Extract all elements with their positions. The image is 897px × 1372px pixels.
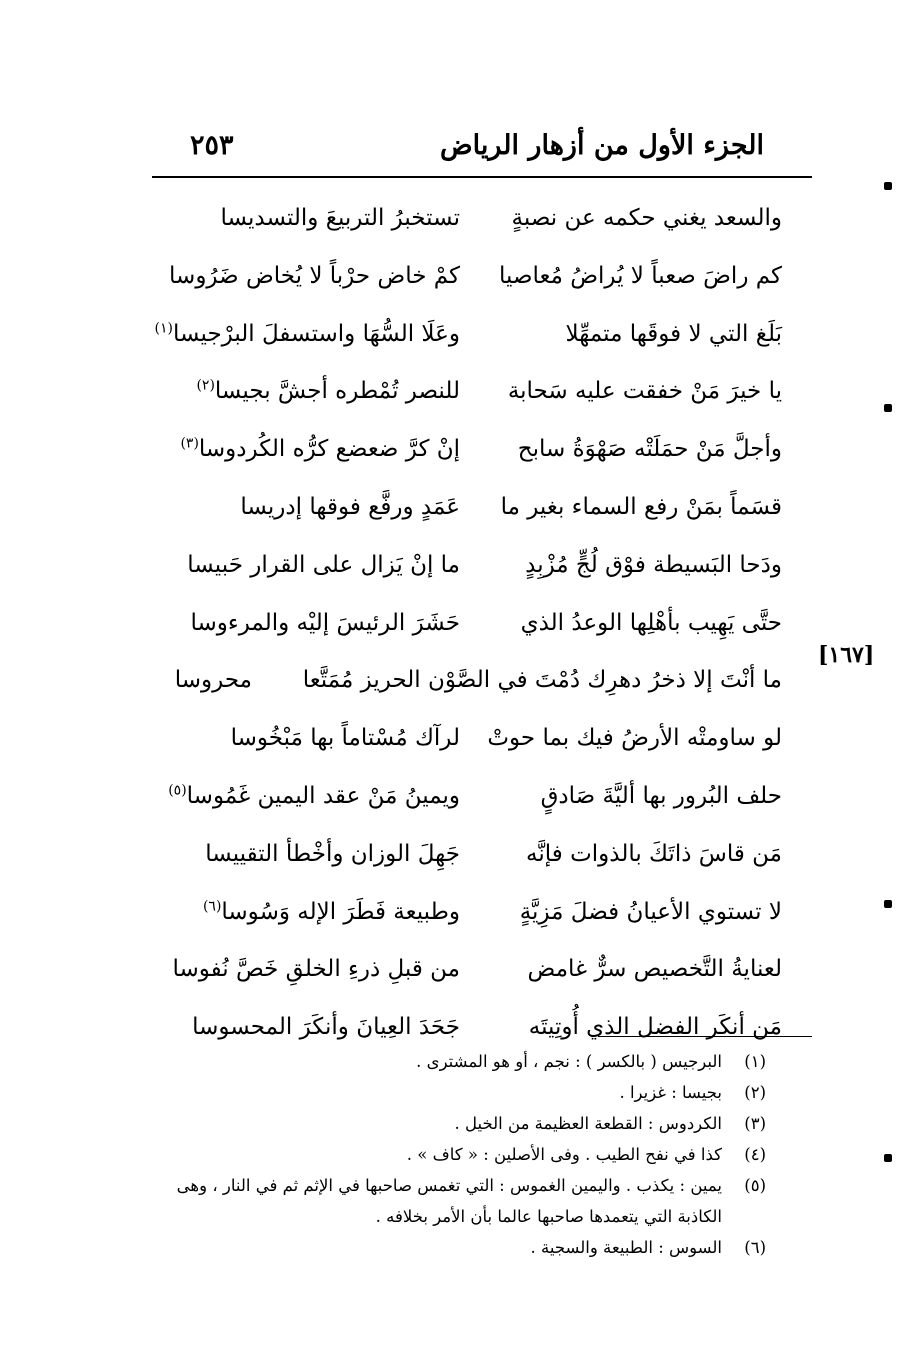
second-hemistich	[160, 421, 460, 479]
scan-mark	[884, 404, 892, 412]
first-hemistich: مَن قاسَ ذاتَكَ بالذوات فإنَّه	[526, 840, 782, 867]
verse	[160, 884, 800, 942]
first-hemistich: بَلَغ التي لا فوقَها متمهِّلا	[565, 320, 782, 347]
hemistich-text: ما إنْ يَزال على القرار حَبيسا	[187, 551, 460, 578]
footnote-text: كذا في نفح الطيب . وفى الأصلين : « كاف » .	[406, 1145, 722, 1164]
footnote	[150, 1108, 766, 1139]
second-hemistich	[160, 826, 460, 884]
second-hemistich	[160, 941, 460, 999]
footnote-text: يمين : يكذب . واليمين الغموس : التي تغمس صاحبها في الإثم ثم في النار ، وهى الكاذبة التي يتعمدها صاحبها عالما بأن الأمر بخلافه .	[176, 1176, 722, 1226]
footnote-text: بجيسا : غزيرا .	[619, 1083, 722, 1102]
footnote	[150, 1139, 766, 1170]
first-hemistich: مَن أنكَر الفضل الذي أُوتِيتَه	[528, 1014, 782, 1041]
second-hemistich	[160, 248, 460, 306]
first-hemistich	[482, 768, 782, 826]
verse	[160, 768, 800, 826]
page-number: ٢٥٣	[190, 130, 234, 161]
hemistich-text: كمْ خاض حرْباً لا يُخاض ضَرُوسا	[169, 262, 460, 289]
verse	[160, 190, 800, 248]
second-hemistich	[160, 363, 460, 421]
hemistich-text: جَهِلَ الوزان وأخْطأ التقييسا	[205, 840, 460, 867]
footnote-rule	[598, 1036, 812, 1037]
footnote-number: (٤)	[744, 1145, 766, 1164]
first-hemistich: يا خيرَ مَنْ خفقت عليه سَحابة	[507, 378, 782, 405]
footnote	[150, 1077, 766, 1108]
second-hemistich	[160, 595, 460, 653]
hemistich-text: تستخبرُ التربيعَ والتسديسا	[220, 205, 460, 231]
footnote-number: (٦)	[744, 1238, 766, 1257]
verse	[160, 421, 800, 479]
hemistich-text: جَحَدَ العِيانَ وأنكَرَ المحسوسا	[192, 1014, 460, 1041]
footnote	[150, 1046, 766, 1077]
verse	[154, 306, 800, 364]
hemistich-text: محروسا	[174, 667, 252, 694]
first-hemistich: والسعد يغني حكمه عن نصبةٍ	[511, 205, 782, 231]
second-hemistich	[160, 479, 460, 537]
hemistich-text: لرآك مُسْتاماً بها مَبْخُوسا	[230, 725, 460, 752]
second-hemistich	[160, 768, 460, 826]
first-hemistich: وأجلَّ مَنْ حمَلَتْه صَهْوَةُ سابح	[517, 436, 782, 463]
page-header	[152, 128, 812, 168]
footnote-number: (٢)	[744, 1083, 766, 1102]
scan-mark	[884, 182, 892, 190]
running-title: الجزء الأول من أزهار الرياض	[440, 130, 764, 161]
verse	[160, 363, 800, 421]
hemistich-text: وعَلَا السُّهَا واستسفلَ البرْجيسا	[172, 320, 460, 347]
verse	[160, 941, 800, 999]
hemistich-text: عَمَدٍ ورفَّع فوقها إدريسا	[240, 493, 460, 520]
first-hemistich: لا تستوي الأعيانُ فضلَ مَزِيَّةٍ	[519, 898, 782, 925]
hemistich-text: ويمينُ مَنْ عقد اليمين غَمُوسا	[186, 782, 460, 809]
hemistich-text: إنْ كرَّ ضعضع كرُّه الكُردوسا	[198, 436, 460, 463]
footnote-number: (٣)	[744, 1114, 766, 1133]
footnote-text: الكردوس : القطعة العظيمة من الخيل .	[454, 1114, 722, 1133]
verse	[160, 537, 800, 595]
second-hemistich	[154, 306, 460, 364]
verse	[160, 595, 800, 653]
footnote-ref: (٣)	[180, 435, 199, 452]
footnote-text: البرجيس ( بالكسر ) : نجم ، أو هو المشترى .	[416, 1052, 722, 1071]
poem	[154, 190, 800, 1057]
footnote	[150, 1170, 766, 1232]
second-hemistich	[160, 710, 460, 768]
hemistich-text: حَشَرَ الرئيسَ إليْه والمرءوسا	[190, 609, 460, 636]
first-hemistich: ما أنْتَ إلا ذخرُ دهرِك دُمْتَ في الصَّوْن الحريز مُمَتَّعا	[302, 667, 782, 694]
first-hemistich: حتَّى يَهِيب بأهْلِها الوعدُ الذي	[520, 609, 782, 636]
footnote-number: (١)	[744, 1052, 766, 1071]
hemistich-text: من قبلِ ذرءِ الخلقِ خَصَّ نُفوسا	[172, 956, 460, 983]
footnote-text: السوس : الطبيعة والسجية .	[530, 1238, 722, 1257]
header-rule	[152, 176, 812, 178]
verse	[160, 652, 800, 710]
first-hemistich: لو ساومتْه الأرضُ فيك بما حوتْ	[487, 725, 782, 752]
first-hemistich: لعنايةُ التَّخصيص سرٌّ غامض	[527, 956, 782, 983]
first-hemistich: قسَماً بمَنْ رفع السماء بغير ما	[500, 493, 782, 520]
footnote-ref: (٥)	[168, 782, 187, 799]
hemistich-text: للنصر تُمْطره أجشَّ بجيسا	[214, 378, 460, 405]
hemistich-text: حلف البُرور بها أليَّةَ صَادقٍ	[540, 782, 782, 809]
verse	[160, 826, 800, 884]
footnote-ref: (٦)	[202, 897, 222, 914]
second-hemistich	[160, 652, 252, 710]
footnotes	[150, 1046, 766, 1263]
verse	[160, 710, 800, 768]
footnote-number: (٥)	[744, 1176, 766, 1195]
verse	[160, 248, 800, 306]
footnote-ref: (٢)	[196, 377, 215, 394]
second-hemistich	[160, 537, 460, 595]
first-hemistich: كم راضَ صعباً لا يُراضُ مُعاصيا	[499, 262, 782, 289]
footnote-ref: (١)	[154, 319, 173, 336]
scan-mark	[884, 900, 892, 908]
hemistich-text: وطبيعة فَطَرَ الإله وَسُوسا	[221, 898, 460, 925]
footnote	[150, 1232, 766, 1263]
verse	[160, 479, 800, 537]
margin-page-reference: [١٦٧]	[818, 642, 875, 668]
scan-mark	[884, 1154, 892, 1162]
first-hemistich: ودَحا البَسيطة فوْق لُجٍّ مُزْبِدٍ	[525, 551, 782, 578]
second-hemistich	[160, 190, 460, 248]
second-hemistich	[160, 884, 460, 942]
